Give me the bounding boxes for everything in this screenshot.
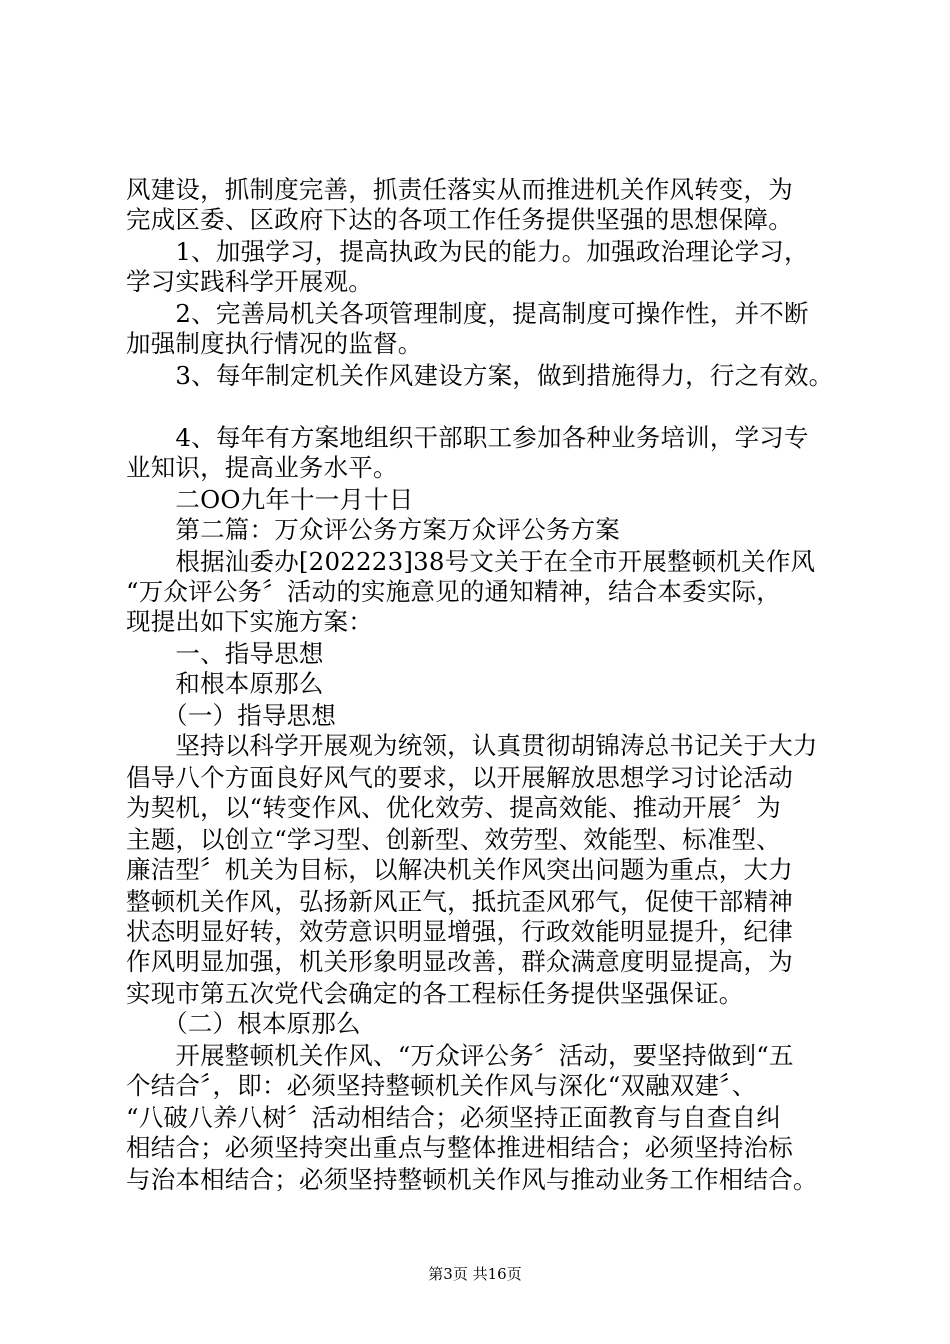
body-line: 为契机，以“转变作风、优化效劳、提高效能、推动开展〞为 [126,793,781,822]
body-line: 与治本相结合；必须坚持整顿机关作风与推动业务工作相结合。 [126,1165,818,1194]
body-line: 现提出如下实施方案： [126,607,373,636]
body-line: 学习实践科学开展观。 [126,267,373,296]
body-line: 廉洁型〞机关为目标，以解决机关作风突出问题为重点，大力 [126,855,793,884]
body-line: 主题，以创立“学习型、创新型、效劳型、效能型、标准型、 [126,825,781,854]
heading-line: 一、指导思想 [126,639,324,668]
body-line: “八破八养八树〞活动相结合；必须坚持正面教育与自查自纠 [126,1103,781,1132]
body-line: 4、每年有方案地组织干部职工参加各种业务培训，学习专 [126,423,809,452]
body-line: 业知识，提高业务水平。 [126,453,398,482]
body-line: 个结合〞，即：必须坚持整顿机关作风与深化“双融双建〞、 [126,1071,757,1100]
body-line: 根据汕委办[202223]38号文关于在全市开展整顿机关作风 [126,547,816,576]
body-line: 倡导八个方面良好风气的要求，以开展解放思想学习讨论活动 [126,763,793,792]
heading-line: （二）根本原那么 [126,1009,361,1038]
body-line: 3、每年制定机关作风建设方案，做到措施得力，行之有效。 [126,361,834,390]
body-line: 坚持以科学开展观为统领，认真贯彻胡锦涛总书记关于大力 [126,731,818,760]
body-line: 加强制度执行情况的监督。 [126,329,423,358]
body-line: 完成区委、区政府下达的各项工作任务提供坚强的思想保障。 [126,205,793,234]
section-title: 第二篇：万众评公务方案万众评公务方案 [126,515,620,544]
body-line: 1、加强学习，提高执政为民的能力。加强政治理论学习， [126,237,809,266]
heading-line: （一）指导思想 [126,701,337,730]
page-footer: 第3页 共16页 [428,1265,522,1283]
body-line: 整顿机关作风，弘扬新风正气，抵抗歪风邪气，促使干部精神 [126,887,793,916]
body-line: 作风明显加强，机关形象明显改善，群众满意度明显提高，为 [126,947,793,976]
body-line: 实现市第五次党代会确定的各工程标任务提供坚强保证。 [126,979,744,1008]
body-line: 状态明显好转，效劳意识明显增强，行政效能明显提升，纪律 [126,917,793,946]
body-line: 开展整顿机关作风、“万众评公务〞活动，要坚持做到“五 [126,1041,794,1070]
body-line: 风建设，抓制度完善，抓责任落实从而推进机关作风转变，为 [126,175,793,204]
body-line: “万众评公务〞活动的实施意见的通知精神，结合本委实际， [126,577,781,606]
body-line: 相结合；必须坚持突出重点与整体推进相结合；必须坚持治标 [126,1133,793,1162]
date-line: 二OO九年十一月十日 [126,485,414,514]
heading-line: 和根本原那么 [126,669,324,698]
body-line: 2、完善局机关各项管理制度，提高制度可操作性，并不断 [126,299,809,328]
